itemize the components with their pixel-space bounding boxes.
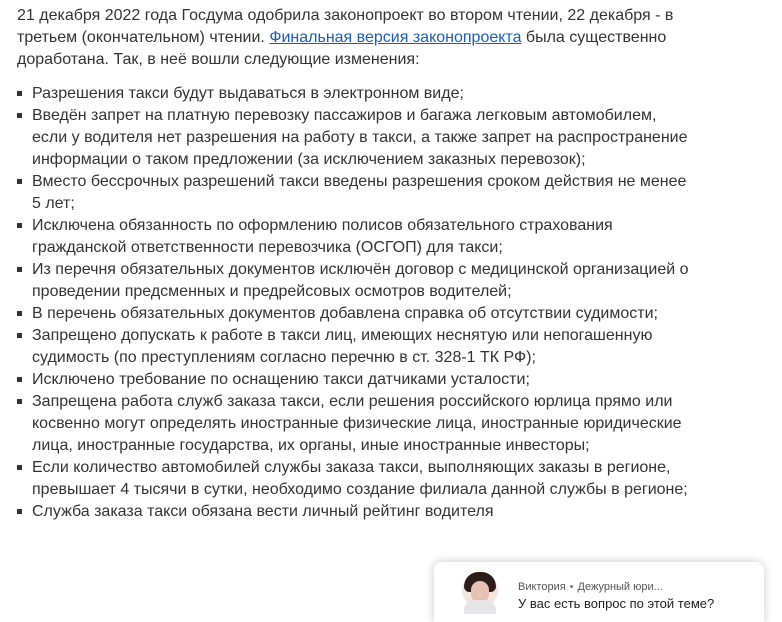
bullet-icon	[17, 179, 22, 184]
list-item-text: Введён запрет на платную перевозку пассажиров и багажа легковым автомобилем, если у водителя нет разрешения на работу в такси, а также запрет на распространение информации о таком предложении (за исключением заказных перевозок);	[32, 107, 688, 168]
consultant-meta	[518, 580, 663, 594]
list-item	[17, 325, 692, 369]
consultant-avatar	[462, 572, 498, 608]
list-item-text: В перечень обязательных документов добавлена справка об отсутствии судимости;	[32, 305, 658, 322]
consultant-name: Виктория	[518, 581, 566, 593]
list-item	[17, 369, 692, 391]
bullet-icon	[17, 91, 22, 96]
list-item	[17, 171, 692, 215]
list-item-text: Если количество автомобилей службы заказа такси, выполняющих заказы в регионе, превышает 4 тысячи в сутки, необходимо создание филиала данной службы в регионе;	[32, 459, 688, 498]
bullet-icon	[17, 333, 22, 338]
list-item	[17, 457, 692, 501]
bullet-icon	[17, 113, 22, 118]
list-item	[17, 83, 692, 105]
list-item-text: Исключено требование по оснащению такси датчиками усталости;	[32, 371, 530, 388]
bullet-icon	[17, 465, 22, 470]
consultant-chat-widget[interactable]	[434, 562, 764, 622]
meta-separator: •	[569, 581, 574, 593]
list-item	[17, 303, 692, 325]
list-item-text: Запрещена работа служб заказа такси, если решения российского юрлица прямо или косвенно могут определять иностранные физические лица, иностранные юридические лица, иностранные государства, их органы, иные иностранные инвесторы;	[32, 393, 682, 454]
bullet-icon	[17, 223, 22, 228]
list-item-text: Запрещено допускать к работе в такси лиц, имеющих неснятую или непогашенную судимость (по преступлениям согласно перечню в ст. 328-1 ТК РФ);	[32, 327, 653, 366]
bullet-icon	[17, 267, 22, 272]
avatar-shirt-shape	[464, 600, 496, 614]
bullet-icon	[17, 377, 22, 382]
list-item	[17, 391, 692, 457]
list-item-text: Из перечня обязательных документов исключён договор с медицинской организацией о проведении предсменных и предрейсовых осмотров водителей;	[32, 261, 689, 300]
list-item	[17, 215, 692, 259]
bullet-icon	[17, 399, 22, 404]
list-item	[17, 501, 692, 523]
list-item-text: Служба заказа такси обязана вести личный рейтинг водителя	[32, 503, 494, 520]
list-item	[17, 105, 692, 171]
bullet-icon	[17, 311, 22, 316]
bullet-icon	[17, 509, 22, 514]
intro-text-after-link: была существенно доработана. Так, в неё вошли следующие изменения:	[17, 29, 667, 68]
list-item-text: Исключена обязанность по оформлению полисов обязательного страхования гражданской ответственности перевозчика (ОСГОП) для такси;	[32, 217, 613, 256]
list-item	[17, 259, 692, 303]
list-item-text: Вместо бессрочных разрешений такси введены разрешения сроком действия не менее 5 лет;	[32, 173, 687, 212]
article-body	[17, 5, 717, 523]
intro-text-before-link: 21 декабря 2022 года Госдума одобрила законопроект во втором чтении, 22 декабря - в третьем (окончательном) чтении.	[17, 7, 674, 46]
intro-paragraph	[17, 5, 687, 71]
final-version-link[interactable]: Финальная версия законопроекта	[269, 29, 522, 46]
chat-message-preview: У вас есть вопрос по этой теме?	[518, 596, 715, 611]
changes-list	[17, 83, 717, 523]
list-item-text: Разрешения такси будут выдаваться в электронном виде;	[32, 85, 464, 102]
consultant-role: Дежурный юри...	[577, 581, 663, 593]
